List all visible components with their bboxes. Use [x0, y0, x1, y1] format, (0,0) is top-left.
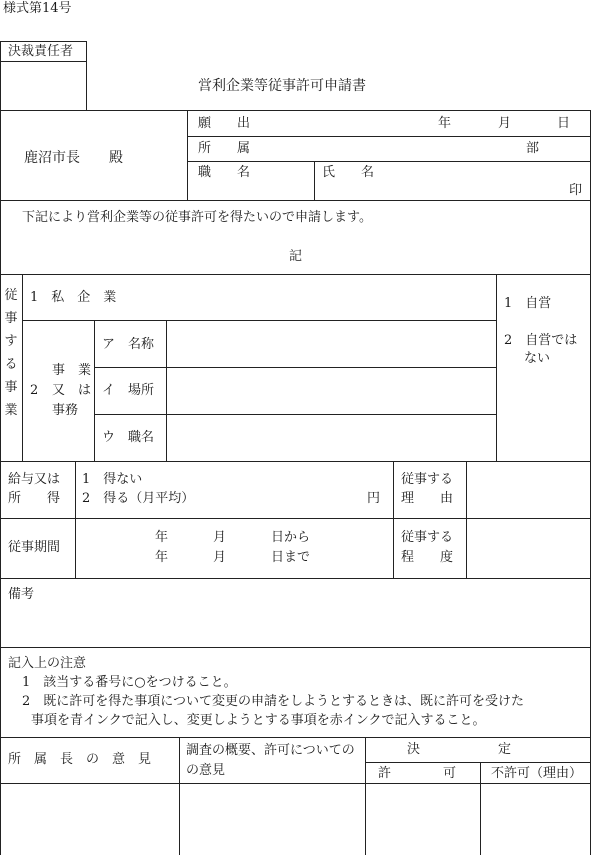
divider [187, 136, 591, 137]
deny-label: 不許可（理由） [491, 766, 583, 781]
addressee: 鹿沼市長 [24, 150, 80, 166]
divider [393, 461, 394, 578]
intro-text: 下記により営利企業等の従事許可を得たいので申請します。 [22, 210, 372, 225]
divider [0, 578, 591, 579]
permit-label: 許 可 [378, 766, 457, 781]
divider [94, 367, 496, 368]
degree-label-line1: 従事する [401, 530, 454, 545]
period-to-month: 月 [213, 550, 227, 565]
ki-label: 記 [289, 249, 303, 264]
year-label: 年 [438, 116, 452, 131]
salary-label-line1: 給与又は [8, 472, 61, 487]
reason-label-line2: 理 由 [401, 491, 454, 506]
honorific: 殿 [109, 150, 123, 166]
business-item-number: 2 [30, 383, 39, 398]
salary-option-receive: 2 得る（月平均） [82, 491, 195, 506]
investigation-label-line2: の意見 [186, 763, 226, 778]
reason-label-line1: 従事する [401, 472, 454, 487]
month-label: 月 [498, 116, 512, 131]
divider [0, 274, 591, 275]
salary-unit: 円 [367, 491, 381, 506]
divider [496, 274, 497, 461]
department-label: 部 [526, 141, 540, 156]
divider [166, 320, 167, 461]
form-number: 様式第14号 [3, 1, 72, 16]
period-to-day: 日まで [271, 550, 311, 565]
divider [94, 414, 496, 415]
supervisor-opinion-label: 所 属 長 の 意 見 [8, 752, 152, 767]
engaged-business-vertical-label: 従 事 す る 事 業 [4, 288, 18, 418]
name-label: 氏 名 [322, 165, 375, 180]
notes-title: 記入上の注意 [8, 656, 87, 671]
period-to-year: 年 [155, 550, 169, 565]
decision-label: 決 定 [407, 742, 512, 757]
divider [75, 461, 76, 578]
business-label-line3: 事務 [52, 403, 79, 418]
business-place-label: イ 場所 [102, 383, 155, 398]
investigation-field[interactable] [180, 784, 365, 855]
business-label-line2: 又 は [52, 383, 92, 398]
divider [365, 762, 591, 763]
business-label-line1: 事 業 [52, 363, 92, 378]
business-name-label: ア 名称 [102, 337, 155, 352]
seal-label: 印 [569, 183, 583, 198]
period-from-month: 月 [213, 530, 227, 545]
remarks-label: 備考 [8, 587, 35, 602]
divider [0, 518, 591, 519]
form-title: 営利企業等従事許可申請書 [198, 78, 366, 94]
not-self-employed-option: 2 自営では [504, 333, 578, 348]
affiliation-label: 所 属 [198, 141, 251, 156]
divider [0, 461, 591, 462]
note-2-line1: 2 既に許可を得た事項について変更の申請をしようとするときは、既に許可を受けた [22, 694, 525, 709]
day-label: 日 [557, 116, 571, 131]
divider [22, 274, 23, 461]
supervisor-opinion-field[interactable] [0, 784, 180, 855]
note-1: 1 該当する番号に○をつけること。 [22, 675, 237, 690]
self-employed-option: 1 自営 [504, 296, 552, 311]
divider [466, 461, 467, 578]
divider [187, 161, 591, 162]
period-from-day: 日から [271, 530, 311, 545]
divider [0, 737, 591, 738]
investigation-label-line1: 調査の概要、許可についての [186, 743, 355, 758]
private-company-item: 1 私 企 業 [30, 290, 117, 305]
divider [187, 110, 188, 200]
business-job-label: ウ 職名 [102, 430, 155, 445]
divider [314, 161, 315, 200]
note-2-line2: 事項を青インクで記入し、変更しようとする事項を赤インクで記入すること。 [31, 713, 486, 728]
deny-field[interactable] [481, 784, 591, 855]
divider [0, 200, 591, 201]
position-label: 職 名 [198, 165, 251, 180]
degree-label-line2: 程 度 [401, 550, 454, 565]
responsible-label: 決裁責任者 [8, 44, 74, 59]
divider [0, 61, 87, 62]
salary-option-none: 1 得ない [82, 472, 143, 487]
divider [0, 647, 591, 648]
period-from-year: 年 [155, 530, 169, 545]
salary-label-line2: 所 得 [8, 491, 61, 506]
permit-field[interactable] [366, 784, 480, 855]
period-label: 従事期間 [8, 540, 61, 555]
divider [94, 320, 95, 461]
not-self-employed-option-line2: ない [524, 351, 551, 366]
request-label: 願 出 [198, 116, 251, 131]
